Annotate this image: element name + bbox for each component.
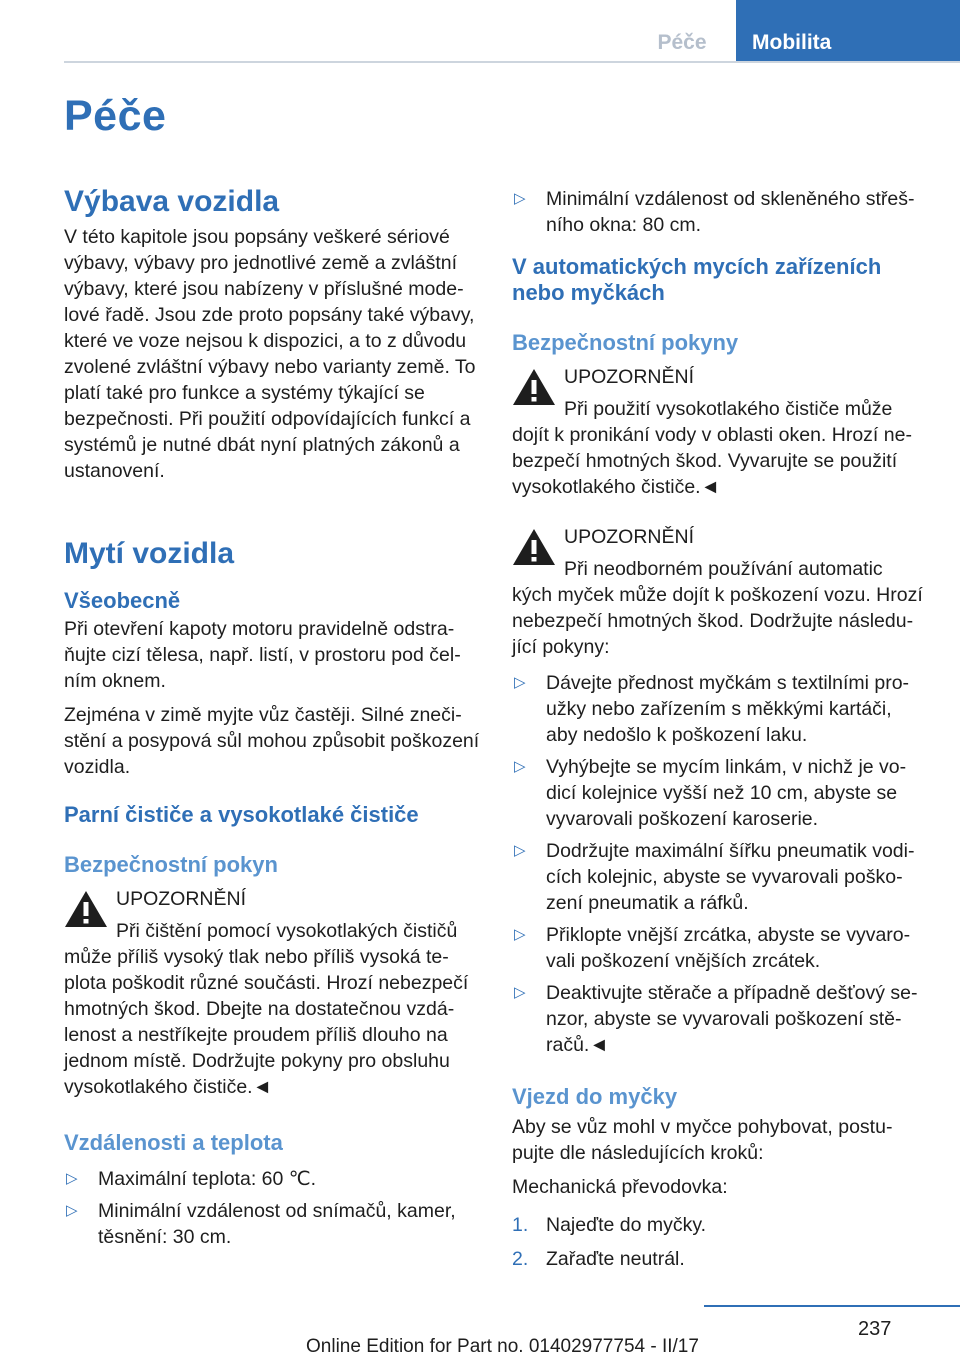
top-bar <box>0 0 960 62</box>
warning-title: UPOZORNĚNÍ <box>564 366 695 388</box>
footer-rule <box>704 1305 960 1307</box>
heading-myti: Mytí vozidla <box>64 537 235 570</box>
list-vzdalenosti <box>64 1166 480 1250</box>
warning-block <box>64 886 480 1100</box>
triangle-bullet-icon: ▷ <box>514 842 526 859</box>
warning-text: dojít k pronikání vody v oblasti oken. Hrozí nebezpečí hmotných škod. Vyvarujte se použití vysokotlakého čističe.◄ <box>512 424 912 498</box>
warning-title: UPOZORNĚNÍ <box>564 526 695 548</box>
triangle-bullet-icon: ▷ <box>66 1202 78 1219</box>
list-item: ▷ Minimální vzdálenost od skleněného střešního okna: 80 cm. <box>514 188 915 236</box>
list-top <box>512 186 928 238</box>
header-rule <box>64 61 960 63</box>
triangle-bullet-icon: ▷ <box>514 190 526 207</box>
list-item: ▷ Přiklopte vnější zrcátka, abyste se vyvarovali poškození vnějších zrcátek. <box>514 924 911 972</box>
para-vseobecne-1: Při otevření kapoty motoru pravidelně odstraňujte cizí tělesa, např. listí, v prostoru pod čelním oknem. <box>64 618 461 692</box>
heading-vjezd: Vjezd do myčky <box>512 1084 678 1109</box>
warning-title: UPOZORNĚNÍ <box>116 888 247 910</box>
triangle-bullet-icon: ▷ <box>66 1170 78 1187</box>
triangle-bullet-icon: ▷ <box>514 758 526 775</box>
warning-block <box>512 364 928 500</box>
triangle-bullet-icon: ▷ <box>514 674 526 691</box>
list-item: ▷ Dávejte přednost myčkám s textilními proužky nebo zařízením s měkkými kartáči, aby nedošlo k poškození laku. <box>514 672 910 746</box>
heading-vzdalenosti: Vzdálenosti a teplota <box>64 1130 283 1155</box>
list-item: ▷ Dodržujte maximální šířku pneumatik vodicích kolejnic, abyste se vyvarovali poškození pneumatik a ráfků. <box>514 840 915 914</box>
para-vjezd-2: Mechanická převodovka: <box>512 1176 728 1198</box>
warning-text: může příliš vysoký tlak nebo příliš vysoká teplota poškodit různé součásti. Hrozí nebezpečí hmotných škod. Dbejte na dostatečnou vzdálenost a nestříkejte proudem příliš dlouho na jednom místě. Dodržujte pokyny pro obsluhu vysokotlakého čističe.◄ <box>64 946 469 1098</box>
triangle-bullet-icon: ▷ <box>514 984 526 1001</box>
warning-text-first: Při neodborném používání automatic <box>564 558 883 580</box>
heading-parni-cistice: Parní čističe a vysokotlaké čističe <box>64 802 419 827</box>
para-vjezd-1: Aby se vůz mohl v myčce pohybovat, postupujte dle následujících kroků: <box>512 1116 893 1164</box>
list-pokyny <box>512 670 928 1058</box>
para-vybava: V této kapitole jsou popsány veškeré sériové výbavy, výbavy pro jednotlivé země a zvláštní výbavy, které jsou nabízeny v příslušné modelové řadě. Jsou zde proto popsány také výbavy, které ve voze nejsou k dispozici, a to z důvodu zvolené zvláštní výbavy nebo varianty země. To platí také pro funkce a systémy týkající se bezpečnosti. Při použití odpovídajících funkcí a systémů je nutné dbát nyní platných zákonů a ustanovení. <box>64 226 476 482</box>
warning-text: kých myček může dojít k poškození vozu. Hrozí nebezpečí hmotných škod. Dodržujte následující pokyny: <box>512 584 923 658</box>
heading-vseobecne: Všeobecně <box>64 588 181 613</box>
warning-text-first: Při čištění pomocí vysokotlakých čističů <box>116 920 458 942</box>
heading-bezpecnostni-pokyn: Bezpečnostní pokyn <box>64 852 278 877</box>
warning-block <box>512 524 928 660</box>
left-column <box>64 180 480 1256</box>
para-vseobecne-2: Zejména v zimě myjte vůz častěji. Silné znečistění a posypová sůl mohou způsobit poškození vozidla. <box>64 704 480 778</box>
tab-mobilita[interactable]: Mobilita <box>736 0 960 62</box>
steps-list <box>512 1212 928 1272</box>
footer-edition: Online Edition for Part no. 01402977754 - II/17 <box>306 1336 699 1357</box>
list-item: ▷ Minimální vzdálenost od snímačů, kamer, těsnění: 30 cm. <box>66 1200 456 1248</box>
triangle-bullet-icon: ▷ <box>514 926 526 943</box>
list-item: ▷ Vyhýbejte se mycím linkám, v nichž je vodicí kolejnice vyšší než 10 cm, abyste se vyvarovali poškození karoserie. <box>514 756 907 830</box>
heading-automaticke-myci: V automatických mycích zařízeních nebo myčkách <box>512 254 882 305</box>
list-item: ▷ Deaktivujte stěrače a případně dešťový senzor, abyste se vyvarovali poškození stěračů.◄ <box>514 982 918 1056</box>
list-item: ▷ Maximální teplota: 60 ℃. <box>66 1168 317 1190</box>
heading-bezpecnostni-pokyny: Bezpečnostní pokyny <box>512 330 739 355</box>
list-item: 1. Najeďte do myčky. <box>512 1214 707 1236</box>
tab-pece[interactable]: Péče <box>657 31 707 54</box>
page-title: Péče <box>64 92 167 140</box>
list-item: 2. Zařaďte neutrál. <box>512 1248 685 1270</box>
right-column <box>512 180 928 1280</box>
page-number: 237 <box>858 1318 892 1340</box>
heading-vybava: Výbava vozidla <box>64 185 280 218</box>
warning-text-first: Při použití vysokotlakého čističe může <box>564 398 893 420</box>
